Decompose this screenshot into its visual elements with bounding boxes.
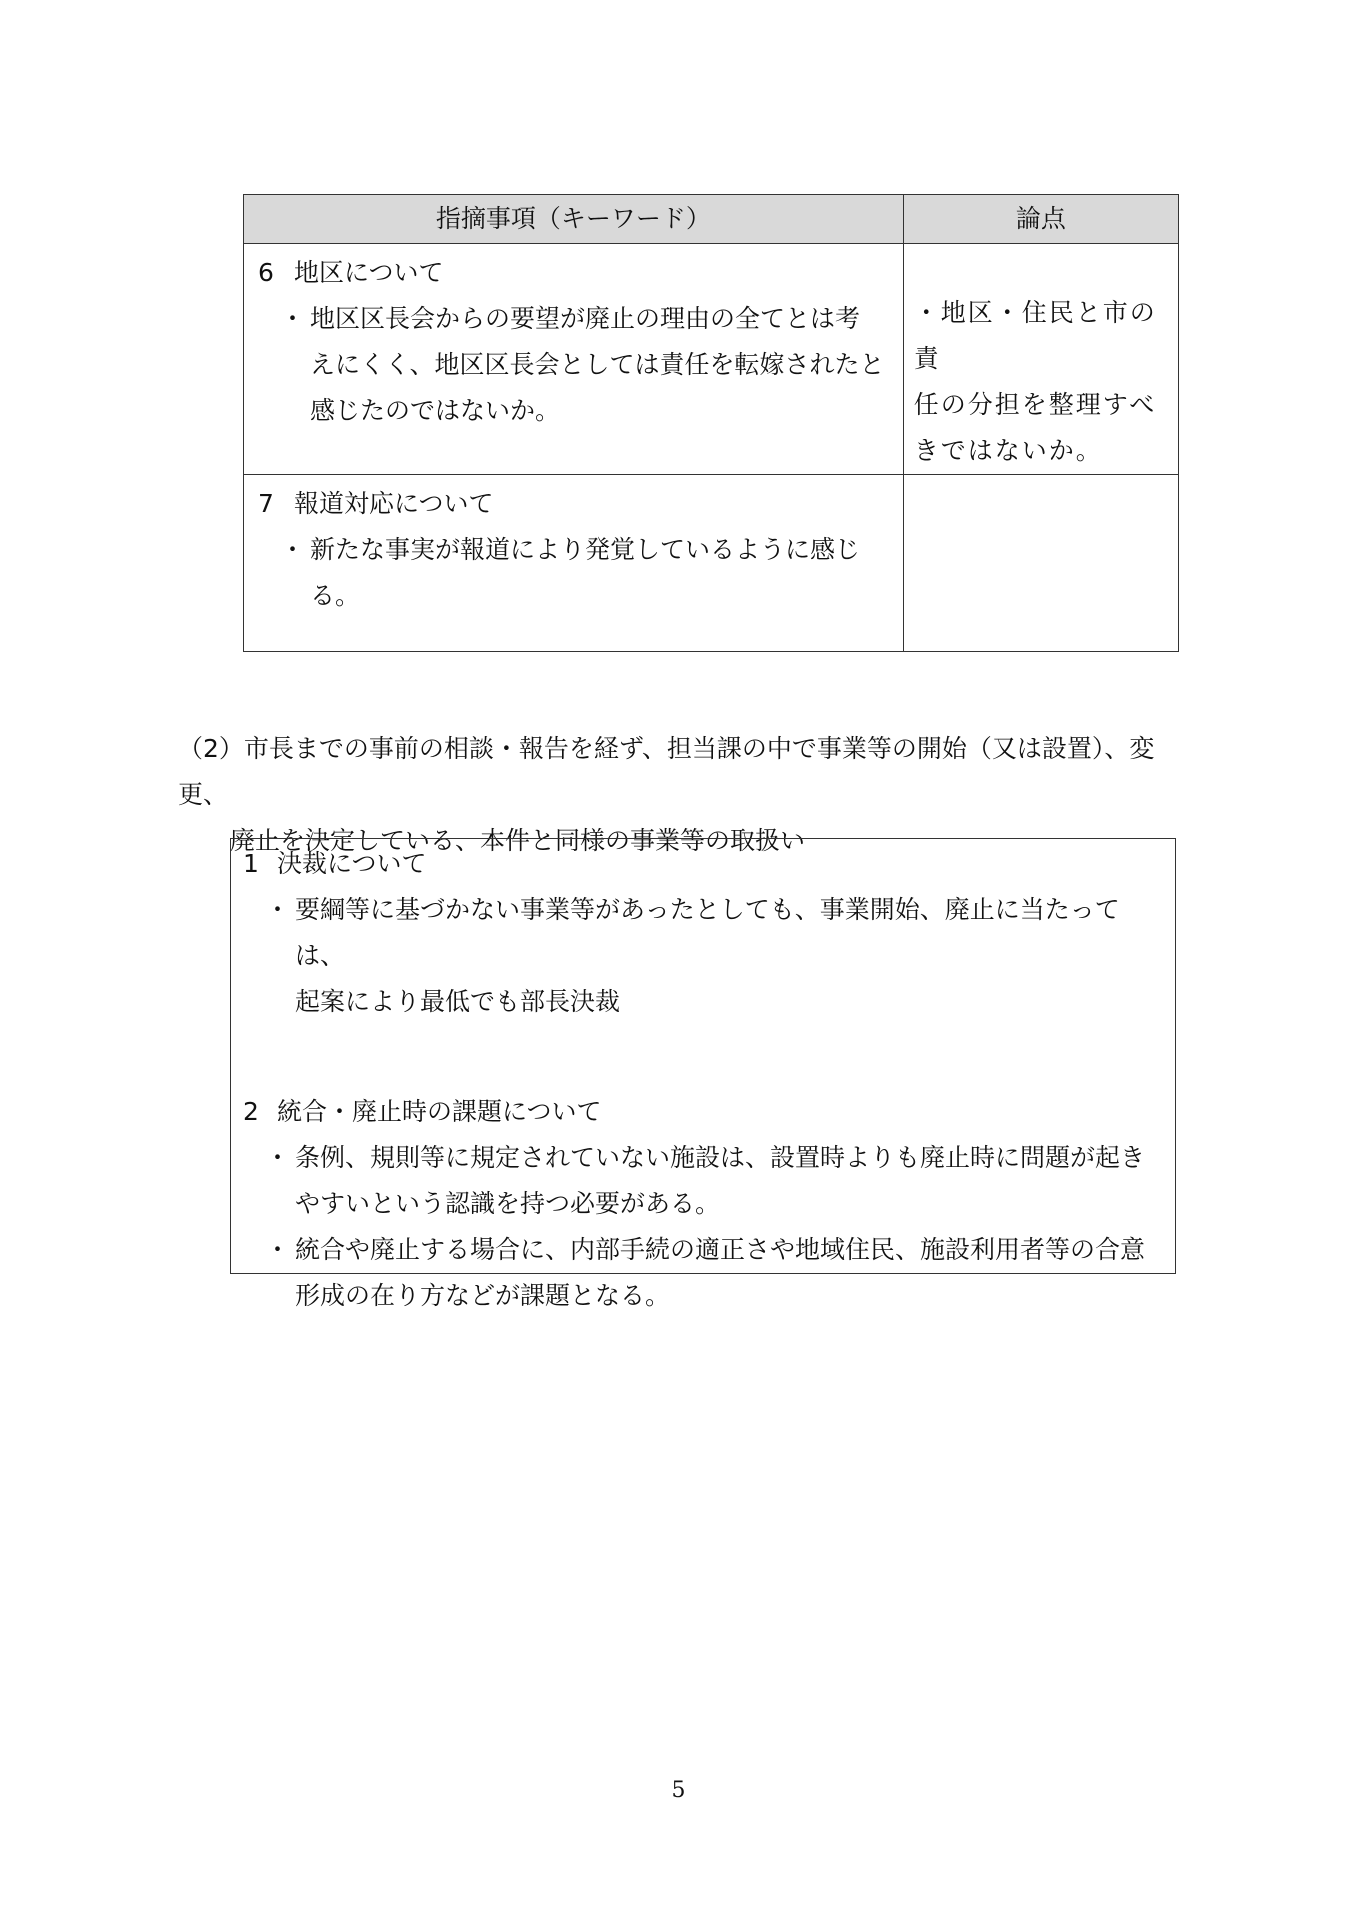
bullet-continuation	[258, 342, 895, 388]
bullet-line	[258, 527, 895, 573]
bullet-continuation	[258, 573, 895, 619]
point-cell	[903, 475, 1178, 652]
header-point: 論点	[903, 195, 1178, 244]
bullet-mark: ・	[265, 895, 291, 924]
bullet-mark: ・	[280, 535, 306, 564]
bullet-mark: ・	[265, 1143, 291, 1172]
bullet-mark: ・	[280, 304, 306, 333]
bullet-mark: ・	[265, 1235, 291, 1264]
bullet-text: やすいという認識を持つ必要がある。	[295, 1189, 721, 1218]
item-title-text: 報道対応について	[294, 489, 494, 518]
item-title	[258, 250, 895, 296]
bullet-line	[243, 887, 1167, 979]
point-line: ・地区・住民と市の責	[913, 298, 1157, 373]
item-number: 2	[243, 1097, 259, 1126]
keyword-cell	[244, 475, 904, 652]
item-title	[258, 481, 895, 527]
section-heading-line: （2）市長までの事前の相談・報告を経ず、担当課の中で事業等の開始（又は設置）、変更、	[178, 734, 1155, 809]
item-title-text: 決裁について	[277, 849, 427, 878]
bullet-line	[243, 1227, 1167, 1273]
point-cell	[903, 244, 1178, 475]
bullet-continuation	[243, 1181, 1167, 1227]
bullet-text: る。	[310, 581, 361, 610]
table-row	[244, 244, 1179, 475]
item-title-text: 統合・廃止時の課題について	[277, 1097, 602, 1126]
bullet-text: 要綱等に基づかない事業等があったとしても、事業開始、廃止に当たっては、	[295, 895, 1120, 970]
bullet-text: 起案により最低でも部長決裁	[295, 987, 621, 1016]
item-title	[243, 1089, 1167, 1135]
bullet-line	[258, 296, 895, 342]
findings-box	[230, 838, 1176, 1310]
bullet-continuation	[243, 1273, 1167, 1319]
bullet-text: 新たな事実が報道により発覚しているように感じ	[310, 535, 861, 564]
bullet-text: 地区区長会からの要望が廃止の理由の全てとは考	[310, 304, 861, 333]
bullet-text: 条例、規則等に規定されていない施設は、設置時よりも廃止時に問題が起き	[295, 1143, 1146, 1172]
section-heading-line: 廃止を決定している、本件と同様の事業等の取扱い	[230, 826, 806, 855]
point-line: きではないか。	[913, 436, 1103, 465]
table-header-row	[244, 195, 1179, 244]
item-number: 1	[243, 849, 259, 878]
page-number: 5	[671, 1778, 686, 1803]
bullet-continuation	[243, 979, 1167, 1025]
point-line: 任の分担を整理すべ	[913, 390, 1157, 419]
header-keyword: 指摘事項（キーワード）	[244, 195, 904, 244]
item-title	[243, 841, 1167, 887]
issues-table	[243, 194, 1179, 652]
item-number: 6	[258, 258, 274, 287]
bullet-text: 統合や廃止する場合に、内部手続の適正さや地域住民、施設利用者等の合意	[295, 1235, 1146, 1264]
bullet-text: えにくく、地区区長会としては責任を転嫁されたと	[310, 350, 885, 379]
bullet-text: 形成の在り方などが課題となる。	[295, 1281, 671, 1310]
bullet-continuation	[258, 388, 895, 434]
item-number: 7	[258, 489, 274, 518]
table-row	[244, 475, 1179, 652]
bullet-line	[243, 1135, 1167, 1181]
bullet-text: 感じたのではないか。	[310, 396, 561, 425]
item-title-text: 地区について	[294, 258, 444, 287]
keyword-cell	[244, 244, 904, 475]
